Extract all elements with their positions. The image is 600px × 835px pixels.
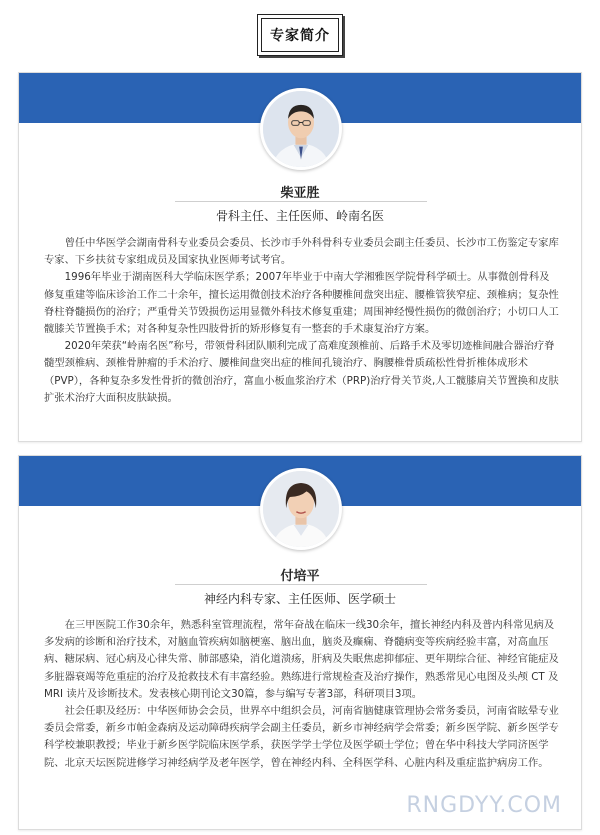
expert-bio — [44, 617, 559, 772]
expert-card-2 — [18, 455, 582, 830]
section-title-wrap — [0, 14, 600, 56]
bio-paragraph: 曾任中华医学会湖南骨科专业委员会委员、长沙市手外科骨科专业委员会副主任委员、长沙市工伤鉴定专家库专家、下乡扶贫专家组成员及国家执业医师考试考官。 — [44, 237, 559, 267]
bio-paragraph: 在三甲医院工作30余年，熟悉科室管理流程，常年奋战在临床一线30余年，擅长神经内科及普内科常见病及多发病的诊断和治疗技术，对脑血管疾病如脑梗塞、脑出血，脑炎及癫痫、脊髓病变等疾病经验丰富，对高血压病、糖尿病、冠心病及心律失常、肺部感染，消化道溃疡，肝病及失眠焦虑抑郁症、更年期综合征、神经官能症及多脏器衰竭等危重症的治疗及抢救技术有丰富经验。熟练进行常规检查及治疗操作，熟悉常见心电图及头颅 CT 及 MRI 读片及诊断技术。发表核心期刊论文30篇，参与编写专著3部，科研项目3项。 — [44, 619, 559, 700]
expert-bio — [44, 235, 559, 407]
expert-title: 神经内科专家、主任医师、医学硕士 — [203, 592, 396, 606]
male-doctor-portrait-icon — [263, 91, 339, 167]
section-title: 专家简介 — [261, 18, 339, 52]
expert-name: 付培平 — [280, 569, 320, 584]
expert-photo-avatar — [260, 468, 342, 550]
expert-name: 柴亚胜 — [280, 186, 320, 201]
expert-title: 骨科主任、主任医师、岭南名医 — [215, 209, 384, 223]
bio-paragraph: 1996年毕业于湖南医科大学临床医学系；2007年毕业于中南大学湘雅医学院骨科学硕士。从事微创骨科及修复重建等临床诊治工作二十余年，擅长运用微创技术治疗各种腰椎间盘突出症、腰椎管狭窄症、颈椎病；复杂性脊柱脊髓损伤的治疗；严重骨关节毁损伤运用显微外科技术修复重建；周围神经慢性损伤的微创治疗；小切口人工髋膝关节置换手术；对各种复杂性四肢骨折的矫形修复有一整套的手术康复治疗方案。 — [44, 271, 559, 336]
watermark-text: RNGDYY.COM — [406, 793, 562, 818]
expert-card-1 — [18, 72, 582, 442]
bio-paragraph: 2020年荣获“岭南名医”称号，带领骨科团队顺利完成了高难度颈椎前、后路手术及零切迹椎间融合器治疗脊髓型颈椎病、颈椎骨肿瘤的手术治疗、腰椎间盘突出症的椎间孔镜治疗、胸腰椎骨质疏松性骨折椎体成形术（PVP），各种复杂多发性骨折的微创治疗，富血小板血浆治疗术（PRP)治疗骨关节炎,人工髋膝肩关节置换和皮肤扩张术治疗大面积皮肤缺损。 — [44, 340, 559, 404]
bio-paragraph: 社会任职及经历：中华医师协会会员，世界卒中组织会员，河南省脑健康管理协会常务委员，河南省眩晕专业委员会常委，新乡市帕金森病及运动障碍疾病学会副主任委员，新乡市神经病学会常委；新乡医学院、新乡医学专科学校兼职教授；毕业于新乡医学院临床医学系，获医学学士学位及医学硕士学位；曾在华中科技大学同济医学院、北京天坛医院进修学习神经病学及老年医学，曾在神经内科、全科医学科、心脏内科及重症监护病房工作。 — [44, 705, 559, 769]
name-divider — [175, 584, 427, 585]
female-doctor-portrait-icon — [263, 471, 339, 547]
section-title-frame — [257, 14, 343, 56]
name-divider — [175, 201, 427, 202]
expert-photo-avatar — [260, 88, 342, 170]
